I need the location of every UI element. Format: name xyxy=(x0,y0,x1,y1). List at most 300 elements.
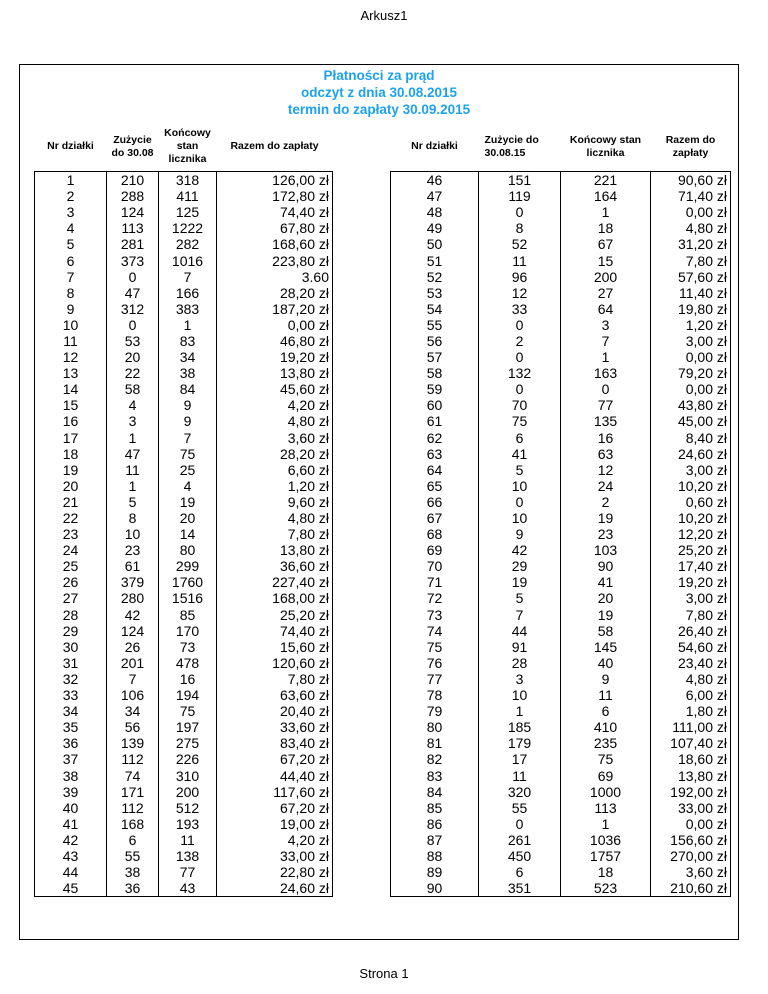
final-reading-cell: 20 xyxy=(159,510,217,526)
final-reading-cell: 135 xyxy=(561,413,651,429)
table-row xyxy=(35,269,333,285)
header-plot-number: Nr działki xyxy=(35,122,107,172)
final-reading-cell: 19 xyxy=(561,510,651,526)
final-reading-cell: 83 xyxy=(159,333,217,349)
total-due-cell: 107,40 zł xyxy=(651,735,731,751)
plot-number-cell: 26 xyxy=(35,574,107,590)
usage-cell: 281 xyxy=(107,236,159,252)
total-due-cell: 6,00 zł xyxy=(651,687,731,703)
final-reading-cell: 63 xyxy=(561,446,651,462)
final-reading-cell: 1036 xyxy=(561,832,651,848)
table-row xyxy=(35,719,333,735)
total-due-cell: 3,00 zł xyxy=(651,462,731,478)
plot-number-cell: 25 xyxy=(35,558,107,574)
table-row xyxy=(35,252,333,268)
total-due-cell: 28,20 zł xyxy=(217,446,333,462)
table-row xyxy=(391,655,731,671)
usage-cell: 151 xyxy=(479,172,561,189)
plot-number-cell: 24 xyxy=(35,542,107,558)
table-row xyxy=(35,333,333,349)
final-reading-cell: 299 xyxy=(159,558,217,574)
final-reading-cell: 523 xyxy=(561,880,651,897)
table-row xyxy=(35,397,333,413)
final-reading-cell: 38 xyxy=(159,365,217,381)
plot-number-cell: 42 xyxy=(35,832,107,848)
table-row xyxy=(35,413,333,429)
total-due-cell: 7,80 zł xyxy=(217,671,333,687)
total-due-cell: 54,60 zł xyxy=(651,639,731,655)
total-due-cell: 33,00 zł xyxy=(217,848,333,864)
final-reading-cell: 7 xyxy=(561,333,651,349)
final-reading-cell: 16 xyxy=(561,430,651,446)
usage-cell: 74 xyxy=(107,767,159,783)
final-reading-cell: 1 xyxy=(561,204,651,220)
table-row xyxy=(35,671,333,687)
total-due-cell: 45,00 zł xyxy=(651,413,731,429)
final-reading-cell: 67 xyxy=(561,236,651,252)
usage-cell: 450 xyxy=(479,848,561,864)
usage-cell: 10 xyxy=(479,687,561,703)
usage-cell: 55 xyxy=(107,848,159,864)
table-row xyxy=(391,880,731,897)
plot-number-cell: 6 xyxy=(35,252,107,268)
usage-cell: 19 xyxy=(479,574,561,590)
table-row xyxy=(391,220,731,236)
plot-number-cell: 13 xyxy=(35,365,107,381)
plot-number-cell: 35 xyxy=(35,719,107,735)
table-row xyxy=(35,735,333,751)
plot-number-cell: 84 xyxy=(391,784,479,800)
plot-number-cell: 47 xyxy=(391,188,479,204)
final-reading-cell: 166 xyxy=(159,285,217,301)
table-row xyxy=(35,365,333,381)
plot-number-cell: 32 xyxy=(35,671,107,687)
table-row xyxy=(391,462,731,478)
usage-cell: 9 xyxy=(479,526,561,542)
plot-number-cell: 70 xyxy=(391,558,479,574)
table-row xyxy=(35,751,333,767)
table-row xyxy=(391,526,731,542)
total-due-cell: 45,60 zł xyxy=(217,381,333,397)
final-reading-cell: 80 xyxy=(159,542,217,558)
plot-number-cell: 36 xyxy=(35,735,107,751)
usage-cell: 38 xyxy=(107,864,159,880)
usage-cell: 47 xyxy=(107,285,159,301)
table-row xyxy=(35,800,333,816)
usage-cell: 44 xyxy=(479,623,561,639)
plot-number-cell: 62 xyxy=(391,430,479,446)
table-row xyxy=(391,687,731,703)
header-usage: Zużycie do 30.08 xyxy=(107,122,159,172)
final-reading-cell: 193 xyxy=(159,816,217,832)
plot-number-cell: 52 xyxy=(391,269,479,285)
final-reading-cell: 77 xyxy=(159,864,217,880)
usage-cell: 20 xyxy=(107,349,159,365)
usage-cell: 34 xyxy=(107,703,159,719)
sheet-title xyxy=(20,65,738,118)
usage-cell: 22 xyxy=(107,365,159,381)
total-due-cell: 33,60 zł xyxy=(217,719,333,735)
table-row xyxy=(391,832,731,848)
final-reading-cell: 138 xyxy=(159,848,217,864)
final-reading-cell: 18 xyxy=(561,220,651,236)
total-due-cell: 63,60 zł xyxy=(217,687,333,703)
table-row xyxy=(35,301,333,317)
final-reading-cell: 194 xyxy=(159,687,217,703)
usage-cell: 8 xyxy=(479,220,561,236)
total-due-cell: 8,40 zł xyxy=(651,430,731,446)
table-row xyxy=(35,639,333,655)
usage-cell: 2 xyxy=(479,333,561,349)
final-reading-cell: 1 xyxy=(159,317,217,333)
plot-number-cell: 10 xyxy=(35,317,107,333)
total-due-cell: 44,40 zł xyxy=(217,767,333,783)
table-row xyxy=(35,430,333,446)
plot-number-cell: 31 xyxy=(35,655,107,671)
usage-cell: 0 xyxy=(107,269,159,285)
final-reading-cell: 7 xyxy=(159,430,217,446)
plot-number-cell: 57 xyxy=(391,349,479,365)
plot-number-cell: 38 xyxy=(35,767,107,783)
plot-number-cell: 87 xyxy=(391,832,479,848)
title-line-2: odczyt z dnia 30.08.2015 xyxy=(300,85,458,100)
table-row xyxy=(35,446,333,462)
total-due-cell: 13,80 zł xyxy=(651,767,731,783)
header-total-due: Razem do zapłaty xyxy=(217,122,333,172)
usage-cell: 0 xyxy=(479,494,561,510)
plot-number-cell: 20 xyxy=(35,478,107,494)
plot-number-cell: 29 xyxy=(35,623,107,639)
total-due-cell: 18,60 zł xyxy=(651,751,731,767)
plot-number-cell: 72 xyxy=(391,590,479,606)
final-reading-cell: 73 xyxy=(159,639,217,655)
final-reading-cell: 103 xyxy=(561,542,651,558)
usage-cell: 320 xyxy=(479,784,561,800)
usage-cell: 139 xyxy=(107,735,159,751)
table-row xyxy=(35,687,333,703)
plot-number-cell: 89 xyxy=(391,864,479,880)
plot-number-cell: 85 xyxy=(391,800,479,816)
final-reading-cell: 16 xyxy=(159,671,217,687)
usage-cell: 1 xyxy=(107,430,159,446)
table-row xyxy=(35,349,333,365)
total-due-cell: 126,00 zł xyxy=(217,172,333,189)
usage-cell: 42 xyxy=(479,542,561,558)
plot-number-cell: 37 xyxy=(35,751,107,767)
final-reading-cell: 411 xyxy=(159,188,217,204)
table-row xyxy=(391,703,731,719)
usage-cell: 41 xyxy=(479,446,561,462)
table-row xyxy=(35,462,333,478)
total-due-cell: 111,00 zł xyxy=(651,719,731,735)
final-reading-cell: 69 xyxy=(561,767,651,783)
header-final-reading: Końcowy stan licznika xyxy=(561,122,651,172)
total-due-cell: 28,20 zł xyxy=(217,285,333,301)
plot-number-cell: 74 xyxy=(391,623,479,639)
total-due-cell: 79,20 zł xyxy=(651,365,731,381)
final-reading-cell: 58 xyxy=(561,623,651,639)
plot-number-cell: 76 xyxy=(391,655,479,671)
usage-cell: 10 xyxy=(479,510,561,526)
plot-number-cell: 3 xyxy=(35,204,107,220)
table-row xyxy=(35,558,333,574)
usage-cell: 10 xyxy=(107,526,159,542)
total-due-cell: 36,60 zł xyxy=(217,558,333,574)
total-due-cell: 46,80 zł xyxy=(217,333,333,349)
final-reading-cell: 9 xyxy=(561,671,651,687)
usage-cell: 7 xyxy=(107,671,159,687)
usage-cell: 124 xyxy=(107,623,159,639)
total-due-cell: 25,20 zł xyxy=(217,607,333,623)
table-row xyxy=(391,285,731,301)
table-row xyxy=(391,317,731,333)
table-row xyxy=(391,430,731,446)
plot-number-cell: 7 xyxy=(35,269,107,285)
final-reading-cell: 163 xyxy=(561,365,651,381)
usage-cell: 55 xyxy=(479,800,561,816)
table-row xyxy=(391,413,731,429)
total-due-cell: 83,40 zł xyxy=(217,735,333,751)
usage-cell: 11 xyxy=(479,252,561,268)
final-reading-cell: 85 xyxy=(159,607,217,623)
final-reading-cell: 197 xyxy=(159,719,217,735)
plot-number-cell: 82 xyxy=(391,751,479,767)
total-due-cell: 227,40 zł xyxy=(217,574,333,590)
title-line-3: termin do zapłaty 30.09.2015 xyxy=(287,102,471,117)
plot-number-cell: 65 xyxy=(391,478,479,494)
plot-number-cell: 71 xyxy=(391,574,479,590)
final-reading-cell: 164 xyxy=(561,188,651,204)
total-due-cell: 13,80 zł xyxy=(217,365,333,381)
usage-cell: 17 xyxy=(479,751,561,767)
usage-cell: 1 xyxy=(107,478,159,494)
plot-number-cell: 12 xyxy=(35,349,107,365)
plot-number-cell: 17 xyxy=(35,430,107,446)
table-row xyxy=(35,317,333,333)
table-row xyxy=(391,735,731,751)
table-row xyxy=(35,655,333,671)
plot-number-cell: 34 xyxy=(35,703,107,719)
plot-number-cell: 46 xyxy=(391,172,479,189)
final-reading-cell: 226 xyxy=(159,751,217,767)
table-row xyxy=(35,204,333,220)
usage-cell: 5 xyxy=(479,462,561,478)
total-due-cell: 67,20 zł xyxy=(217,800,333,816)
plot-number-cell: 9 xyxy=(35,301,107,317)
total-due-cell: 3,60 zł xyxy=(651,864,731,880)
table-row xyxy=(35,478,333,494)
final-reading-cell: 34 xyxy=(159,349,217,365)
plot-number-cell: 83 xyxy=(391,767,479,783)
plot-number-cell: 45 xyxy=(35,880,107,897)
total-due-cell: 4,80 zł xyxy=(651,671,731,687)
table-row xyxy=(391,188,731,204)
final-reading-cell: 84 xyxy=(159,381,217,397)
plot-number-cell: 88 xyxy=(391,848,479,864)
plot-number-cell: 79 xyxy=(391,703,479,719)
table-row xyxy=(391,365,731,381)
total-due-cell: 9,60 zł xyxy=(217,494,333,510)
usage-cell: 179 xyxy=(479,735,561,751)
table-row xyxy=(391,397,731,413)
plot-number-cell: 1 xyxy=(35,172,107,189)
final-reading-cell: 1000 xyxy=(561,784,651,800)
final-reading-cell: 1760 xyxy=(159,574,217,590)
total-due-cell: 24,60 zł xyxy=(217,880,333,897)
table-row xyxy=(391,558,731,574)
table-row xyxy=(35,623,333,639)
table-row xyxy=(391,719,731,735)
plot-number-cell: 90 xyxy=(391,880,479,897)
final-reading-cell: 478 xyxy=(159,655,217,671)
usage-cell: 112 xyxy=(107,800,159,816)
plot-number-cell: 58 xyxy=(391,365,479,381)
final-reading-cell: 318 xyxy=(159,172,217,189)
table-row xyxy=(35,172,333,189)
total-due-cell: 3,00 zł xyxy=(651,590,731,606)
plot-number-cell: 54 xyxy=(391,301,479,317)
final-reading-cell: 170 xyxy=(159,623,217,639)
plot-number-cell: 69 xyxy=(391,542,479,558)
final-reading-cell: 145 xyxy=(561,639,651,655)
usage-cell: 1 xyxy=(479,703,561,719)
plot-number-cell: 49 xyxy=(391,220,479,236)
total-due-cell: 26,40 zł xyxy=(651,623,731,639)
total-due-cell: 19,80 zł xyxy=(651,301,731,317)
header-plot-number: Nr działki xyxy=(391,122,479,172)
total-due-cell: 13,80 zł xyxy=(217,542,333,558)
final-reading-cell: 200 xyxy=(561,269,651,285)
total-due-cell: 22,80 zł xyxy=(217,864,333,880)
total-due-cell: 120,60 zł xyxy=(217,655,333,671)
final-reading-cell: 11 xyxy=(159,832,217,848)
total-due-cell: 0,60 zł xyxy=(651,494,731,510)
total-due-cell: 33,00 zł xyxy=(651,800,731,816)
final-reading-cell: 7 xyxy=(159,269,217,285)
total-due-cell: 71,40 zł xyxy=(651,188,731,204)
table-row xyxy=(391,623,731,639)
final-reading-cell: 3 xyxy=(561,317,651,333)
final-reading-cell: 43 xyxy=(159,880,217,897)
usage-cell: 36 xyxy=(107,880,159,897)
usage-cell: 53 xyxy=(107,333,159,349)
table-row xyxy=(35,526,333,542)
usage-cell: 58 xyxy=(107,381,159,397)
usage-cell: 0 xyxy=(479,317,561,333)
final-reading-cell: 282 xyxy=(159,236,217,252)
total-due-cell: 1,20 zł xyxy=(651,317,731,333)
usage-cell: 10 xyxy=(479,478,561,494)
total-due-cell: 24,60 zł xyxy=(651,446,731,462)
final-reading-cell: 6 xyxy=(561,703,651,719)
final-reading-cell: 20 xyxy=(561,590,651,606)
plot-number-cell: 39 xyxy=(35,784,107,800)
usage-cell: 29 xyxy=(479,558,561,574)
page-footer: Strona 1 xyxy=(359,966,409,981)
usage-cell: 106 xyxy=(107,687,159,703)
usage-cell: 56 xyxy=(107,719,159,735)
left-table-body xyxy=(35,172,333,897)
total-due-cell: 0,00 zł xyxy=(217,317,333,333)
usage-cell: 4 xyxy=(107,397,159,413)
table-row xyxy=(35,285,333,301)
total-due-cell: 3.60 xyxy=(217,269,333,285)
total-due-cell: 20,40 zł xyxy=(217,703,333,719)
plot-number-cell: 8 xyxy=(35,285,107,301)
usage-cell: 373 xyxy=(107,252,159,268)
table-row xyxy=(35,767,333,783)
table-row xyxy=(391,349,731,365)
table-row xyxy=(391,848,731,864)
final-reading-cell: 0 xyxy=(561,381,651,397)
final-reading-cell: 125 xyxy=(159,204,217,220)
usage-cell: 70 xyxy=(479,397,561,413)
plot-number-cell: 68 xyxy=(391,526,479,542)
table-row xyxy=(391,381,731,397)
usage-cell: 201 xyxy=(107,655,159,671)
usage-cell: 171 xyxy=(107,784,159,800)
total-due-cell: 31,20 zł xyxy=(651,236,731,252)
plot-number-cell: 21 xyxy=(35,494,107,510)
table-row xyxy=(35,607,333,623)
total-due-cell: 117,60 zł xyxy=(217,784,333,800)
final-reading-cell: 77 xyxy=(561,397,651,413)
plot-number-cell: 61 xyxy=(391,413,479,429)
final-reading-cell: 1222 xyxy=(159,220,217,236)
total-due-cell: 10,20 zł xyxy=(651,478,731,494)
table-row xyxy=(391,333,731,349)
final-reading-cell: 221 xyxy=(561,172,651,189)
usage-cell: 75 xyxy=(479,413,561,429)
table-row xyxy=(35,880,333,897)
final-reading-cell: 75 xyxy=(159,446,217,462)
table-row xyxy=(35,590,333,606)
table-row xyxy=(391,252,731,268)
usage-cell: 5 xyxy=(107,494,159,510)
plot-number-cell: 66 xyxy=(391,494,479,510)
usage-cell: 11 xyxy=(107,462,159,478)
usage-cell: 0 xyxy=(479,349,561,365)
total-due-cell: 6,60 zł xyxy=(217,462,333,478)
table-row xyxy=(35,574,333,590)
usage-cell: 12 xyxy=(479,285,561,301)
plot-number-cell: 40 xyxy=(35,800,107,816)
total-due-cell: 4,20 zł xyxy=(217,832,333,848)
payment-sheet xyxy=(19,64,739,940)
total-due-cell: 67,20 zł xyxy=(217,751,333,767)
plot-number-cell: 64 xyxy=(391,462,479,478)
right-table-body xyxy=(391,172,731,897)
final-reading-cell: 23 xyxy=(561,526,651,542)
table-row xyxy=(35,381,333,397)
usage-cell: 52 xyxy=(479,236,561,252)
table-row xyxy=(35,188,333,204)
total-due-cell: 11,40 zł xyxy=(651,285,731,301)
total-due-cell: 74,40 zł xyxy=(217,204,333,220)
usage-cell: 280 xyxy=(107,590,159,606)
final-reading-cell: 75 xyxy=(561,751,651,767)
table-row xyxy=(391,446,731,462)
usage-cell: 11 xyxy=(479,767,561,783)
plot-number-cell: 33 xyxy=(35,687,107,703)
plot-number-cell: 86 xyxy=(391,816,479,832)
plot-number-cell: 53 xyxy=(391,285,479,301)
final-reading-cell: 383 xyxy=(159,301,217,317)
table-row xyxy=(35,816,333,832)
final-reading-cell: 275 xyxy=(159,735,217,751)
usage-cell: 132 xyxy=(479,365,561,381)
total-due-cell: 74,40 zł xyxy=(217,623,333,639)
